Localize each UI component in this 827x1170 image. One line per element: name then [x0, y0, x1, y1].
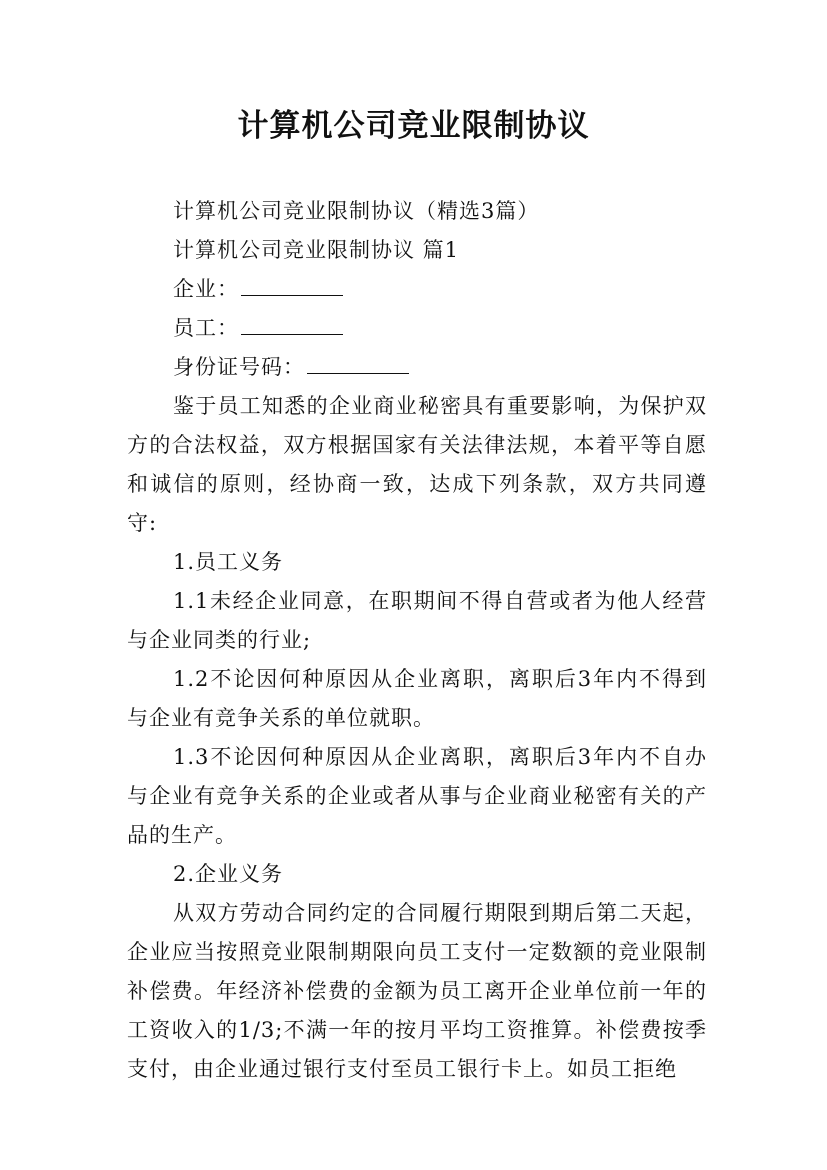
- section-1-heading: 1.员工义务: [173, 550, 284, 574]
- field-employee-label: 员工：: [173, 316, 239, 340]
- field-employee-blank: [241, 312, 343, 335]
- document-body: [127, 192, 707, 1089]
- document-title: 计算机公司竞业限制协议: [237, 108, 590, 144]
- field-id-number-label: 身份证号码：: [173, 355, 305, 379]
- clause-1-3: 1.3不论因何种原因从企业离职，离职后3年内不自办与企业有竞争关系的企业或者从事与企业商业秘密有关的产品的生产。: [127, 745, 707, 847]
- section-heading: 计算机公司竞业限制协议 篇1: [173, 238, 460, 262]
- field-company: [127, 270, 707, 309]
- field-company-blank: [241, 273, 343, 296]
- field-employee: [127, 309, 707, 348]
- field-company-label: 企业：: [173, 277, 239, 301]
- clause-1-1: 1.1未经企业同意，在职期间不得自营或者为他人经营与企业同类的行业;: [127, 589, 707, 652]
- clause-2: 从双方劳动合同约定的合同履行期限到期后第二天起，企业应当按照竞业限制期限向员工支付一定数额的竞业限制补偿费。年经济补偿费的金额为员工离开企业单位前一年的工资收入的1/3;不满一年的按月平均工资推算。补偿费按季支付，由企业通过银行支付至员工银行卡上。如员工拒绝: [127, 901, 707, 1081]
- intro-paragraph: 鉴于员工知悉的企业商业秘密具有重要影响，为保护双方的合法权益，双方根据国家有关法律法规，本着平等自愿和诚信的原则，经协商一致，达成下列条款，双方共同遵守:: [127, 394, 707, 535]
- field-id-number: [127, 348, 707, 387]
- clause-1-2: 1.2不论因何种原因从企业离职，离职后3年内不得到与企业有竞争关系的单位就职。: [127, 667, 707, 730]
- field-id-number-blank: [307, 351, 409, 374]
- document-subtitle: 计算机公司竞业限制协议（精选3篇）: [173, 199, 540, 223]
- section-2-heading: 2.企业义务: [173, 862, 284, 886]
